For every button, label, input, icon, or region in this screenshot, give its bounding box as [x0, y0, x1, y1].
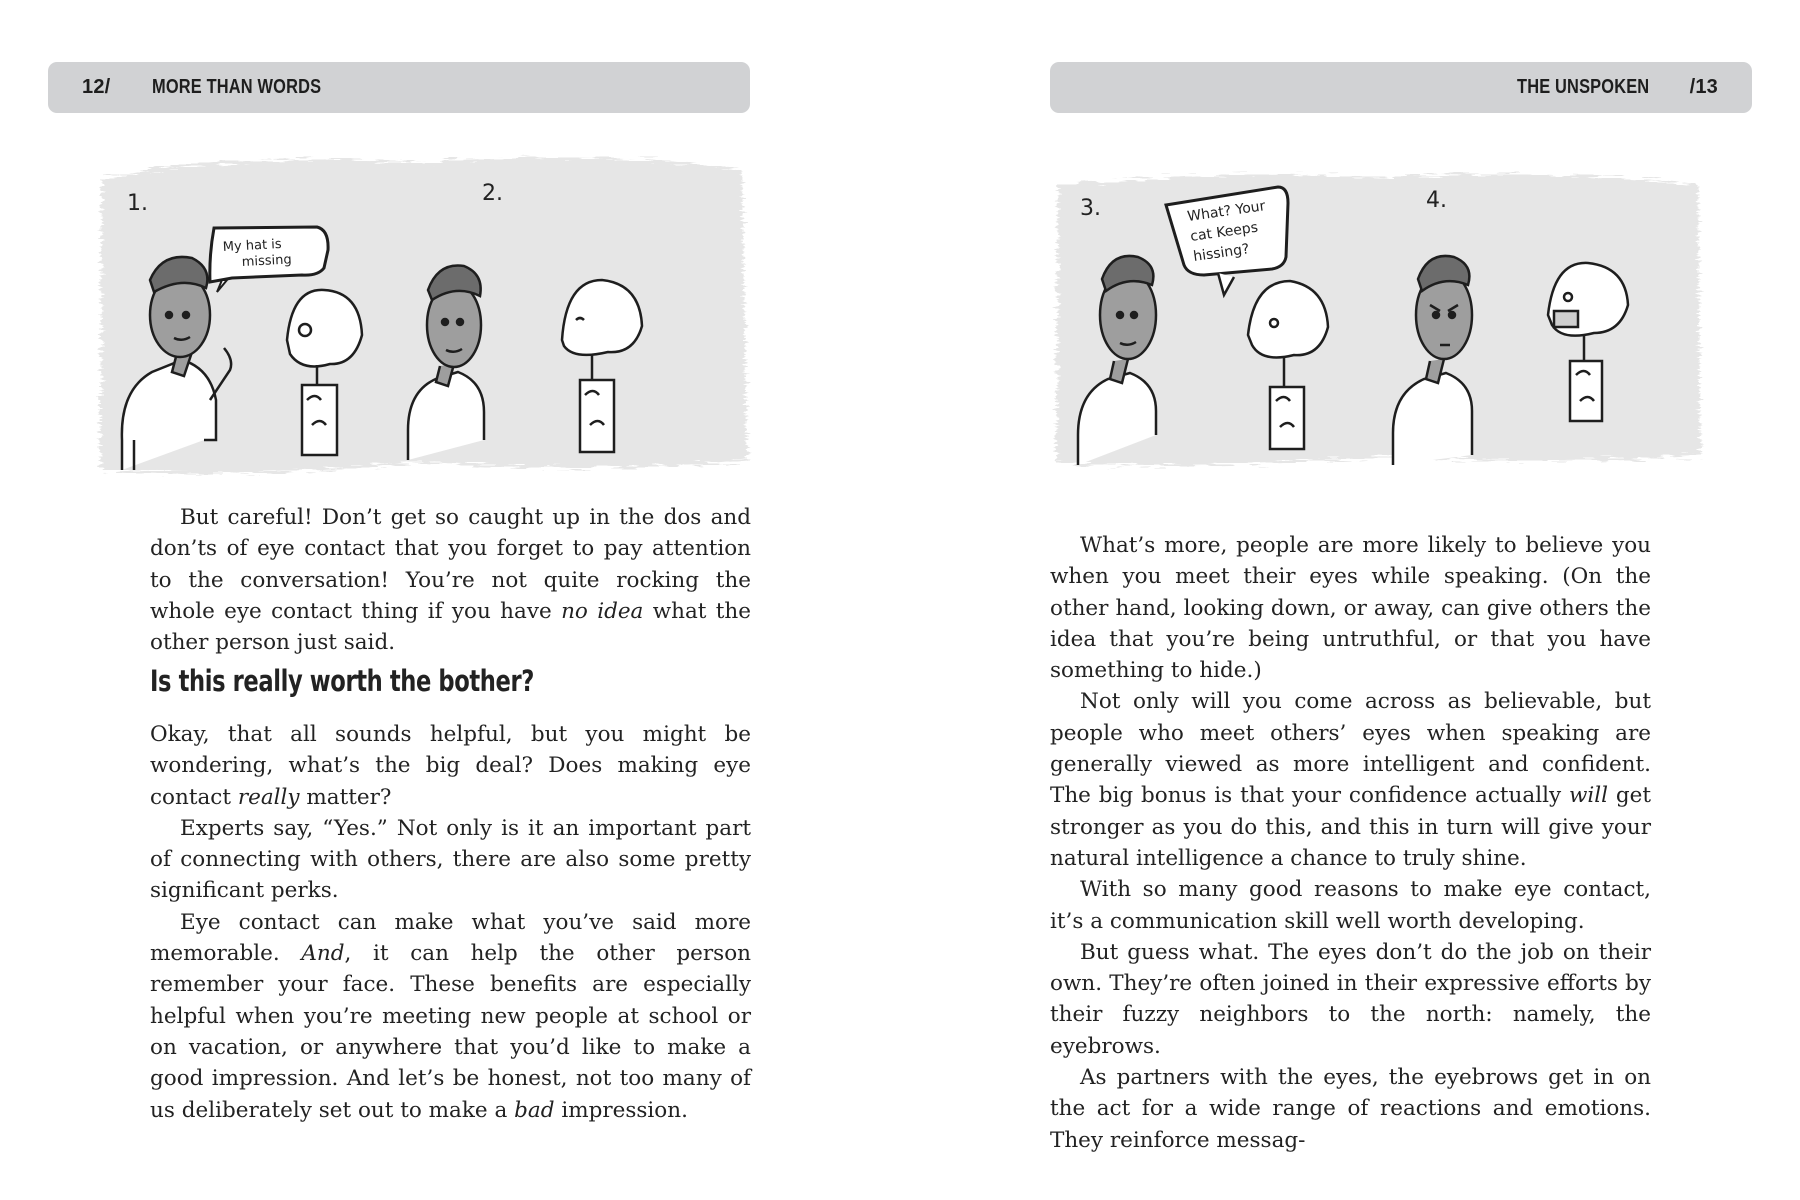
panel-label-4: 4. [1426, 188, 1447, 213]
section-heading: Is this really worth the bother? [150, 664, 534, 698]
speech-bubble-line-1: My hat is [222, 236, 283, 255]
text-run: get stronger as you do this, and this in turn will give your natural intelligence a chance to truly shine. [1050, 783, 1651, 871]
page-number: 12/ [82, 76, 111, 98]
comic-illustration-panels-1-2 [92, 140, 752, 480]
text-run: Okay, that all sounds helpful, but you might be wondering, what’s the big deal? Does making eye contact [150, 722, 751, 810]
running-title: THE UNSPOKEN [1517, 76, 1650, 98]
emphasis: will [1568, 783, 1609, 809]
comic-svg [1048, 165, 1708, 475]
body-text-intro [150, 502, 751, 658]
text-run: But guess what. The eyes don’t do the job on their own. They’re often joined in their expressive efforts by their fuzzy neighbors to the north: namely, the eyebrows. [1050, 939, 1651, 1059]
text-run: As partners with the eyes, the eyebrows get in on the act for a wide range of reactions and emotions. They reinforce messag- [1050, 1065, 1651, 1153]
body-text-section [150, 719, 751, 1126]
paragraph [1050, 874, 1651, 937]
paragraph [1050, 686, 1651, 874]
speech-bubble-line-2: missing [241, 252, 293, 270]
paragraph [150, 719, 751, 813]
text-run: With so many good reasons to make eye contact, it’s a communication skill well worth developing. [1050, 877, 1651, 934]
text-run: what the other person just said. [150, 598, 751, 656]
running-title: MORE THAN WORDS [152, 76, 322, 98]
comic-svg [92, 140, 752, 480]
text-run: matter? [299, 784, 392, 810]
text-run: But careful! Don’t get so caught up in the dos and don’ts of eye contact that you forget to pay attention to the conversation! You’re not quite rocking the whole eye contact thing if you have [150, 505, 751, 624]
speech-bubble-line-1: What? Your [1186, 198, 1267, 225]
text-run: What’s more, people are more likely to believe you when you meet their eyes while speaking. (On the other hand, looking down, or away, can give others the idea that you’re being untruthful, or that you have something to hide.) [1050, 533, 1651, 684]
speech-bubble-line-3: hissing? [1192, 241, 1251, 265]
paragraph [150, 907, 751, 1126]
paragraph [1050, 530, 1651, 686]
paragraph [150, 502, 751, 658]
speech-bubble-line-2: cat Keeps [1189, 219, 1260, 245]
paragraph [150, 813, 751, 907]
comic-illustration-panels-3-4 [1048, 165, 1708, 475]
text-run: Not only will you come across as believable, but people who meet others’ eyes when speaking are generally viewed as more intelligent and confident. The big bonus is that your confidence actually [1050, 689, 1651, 809]
text-run: , it can help the other person remember your face. These benefits are especially helpful when you’re meeting new people at school or on vacation, or anywhere that you’d like to make a good impression. And let’s be honest, not too many of us deliberately set out to make a [150, 941, 751, 1123]
text-run: Experts say, “Yes.” Not only is it an important part of connecting with others, there are also some pretty significant perks. [150, 815, 751, 904]
body-text-right [1050, 530, 1651, 1156]
paragraph [1050, 937, 1651, 1062]
panel-label-2: 2. [482, 181, 503, 206]
panel-label-1: 1. [127, 191, 148, 216]
text-run: impression. [554, 1097, 688, 1123]
page-number: /13 [1689, 76, 1718, 98]
text-run: Eye contact can make what you’ve said more memorable. [150, 909, 751, 967]
emphasis: And [301, 941, 345, 967]
running-header-left [48, 62, 750, 113]
paragraph [1050, 1062, 1651, 1156]
panel-label-3: 3. [1080, 196, 1101, 221]
running-header-right [1050, 62, 1752, 113]
emphasis: no idea [561, 598, 644, 624]
emphasis: bad [514, 1097, 555, 1123]
right-page [900, 0, 1800, 1200]
emphasis: really [237, 784, 300, 810]
